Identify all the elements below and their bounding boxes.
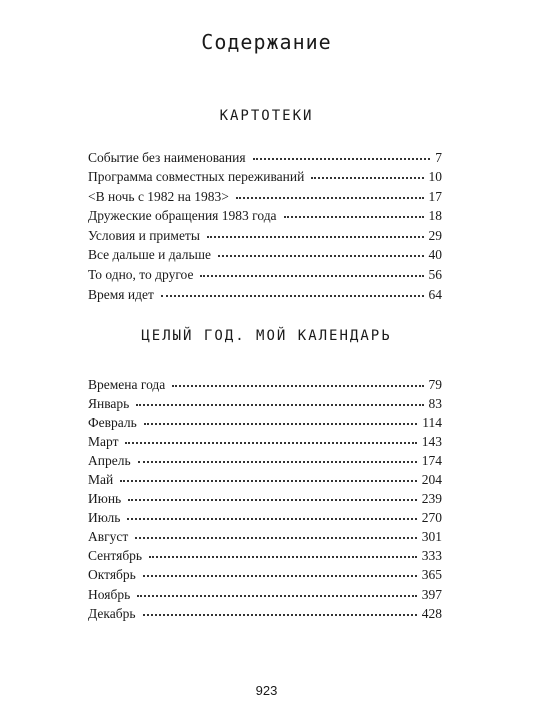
toc-entry-title: То одно, то другое [88,267,194,283]
toc-entry-page: 301 [421,529,442,545]
toc-entry-page: 64 [428,286,442,302]
dot-leader [207,222,424,238]
toc-entry-page: 40 [428,247,442,263]
dot-leader [200,262,423,278]
toc-entry-page: 143 [421,433,442,449]
dot-leader [149,543,417,559]
toc-entry-title: Октябрь [88,567,136,583]
dot-leader [125,428,416,444]
dot-leader [172,371,423,387]
toc-entry-page: 83 [428,395,442,411]
toc-entry-page: 204 [421,471,442,487]
toc-entry-title: Июнь [88,491,122,507]
dot-leader [144,409,417,425]
toc-entry-page: 7 [435,149,442,165]
section-heading-kartoteki: КАРТОТЕКИ [219,108,314,124]
toc-entry-title: Август [88,529,129,545]
dot-leader [218,242,423,258]
dot-leader [143,562,417,578]
toc-entry-page: 270 [421,510,442,526]
toc-entry-title: Программа совместных переживаний [88,169,305,185]
page-number: 923 [255,683,278,698]
toc-entry-page: 174 [421,452,442,468]
toc-entry-page: 333 [421,548,442,564]
toc-entry-page: 397 [421,586,442,602]
toc-entry-page: 18 [428,208,442,224]
page-title: Содержание [201,30,332,54]
toc-entry-title: Ноябрь [88,586,131,602]
toc-entry-title: Время идет [88,286,154,302]
toc-entry-page: 29 [428,227,442,243]
dot-leader [253,144,431,160]
toc-entry-title: Март [88,433,119,449]
toc-entry-title: Апрель [88,452,131,468]
toc-entry-title: Январь [88,395,130,411]
toc-entry [88,283,442,303]
toc-entry-title: Сентябрь [88,548,143,564]
toc-entry-title: Все дальше и дальше [88,247,212,263]
toc-entry-title: Условия и приметы [88,227,200,243]
toc-entry [88,602,442,621]
toc-entry-page: 17 [428,188,442,204]
dot-leader [120,466,417,482]
toc-list-kartoteki [88,146,442,303]
toc-entry-title: Декабрь [88,605,136,621]
dot-leader [137,581,417,597]
dot-leader [128,486,417,502]
dot-leader [311,164,423,180]
dot-leader [138,447,417,463]
toc-entry-title: <В ночь с 1982 на 1983> [88,188,229,204]
toc-entry-page: 239 [421,491,442,507]
dot-leader [127,505,416,521]
toc-list-calendar [88,373,442,621]
toc-entry-title: Июль [88,510,121,526]
toc-entry-page: 365 [421,567,442,583]
toc-entry-page: 79 [428,376,442,392]
dot-leader [284,203,424,219]
toc-entry-page: 10 [428,169,442,185]
section-heading-calendar: ЦЕЛЫЙ ГОД. МОЙ КАЛЕНДАРЬ [141,328,392,344]
dot-leader [136,390,423,406]
toc-entry-title: Событие без наименования [88,149,246,165]
toc-entry-title: Дружеские обращения 1983 года [88,208,277,224]
dot-leader [236,183,424,199]
toc-entry-page: 114 [422,414,442,430]
toc-entry-title: Февраль [88,414,137,430]
toc-entry-title: Времена года [88,376,166,392]
dot-leader [135,524,416,540]
toc-entry-title: Май [88,471,114,487]
dot-leader [161,281,424,297]
toc-entry-page: 428 [421,605,442,621]
dot-leader [143,600,417,616]
toc-entry-page: 56 [428,267,442,283]
